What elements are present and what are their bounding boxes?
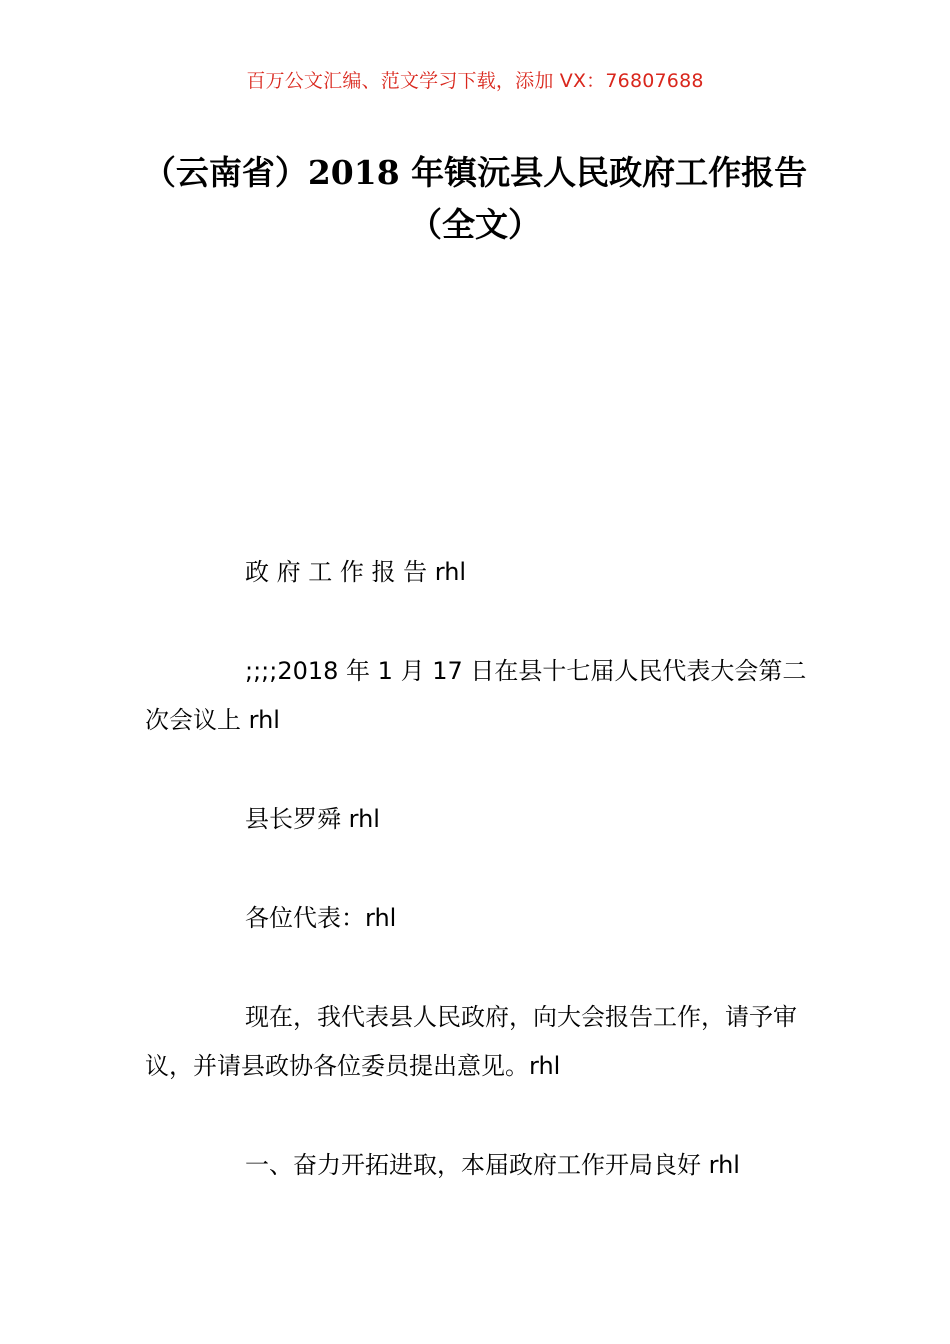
document-body bbox=[145, 548, 807, 1240]
salutation-paragraph: 各位代表：rhl bbox=[245, 904, 397, 932]
section-one-heading: 一、奋力开拓进取，本届政府工作开局良好 rhl bbox=[245, 1151, 740, 1179]
report-heading-paragraph: 政 府 工 作 报 告 rhl bbox=[245, 558, 467, 586]
intro-paragraph: 现在，我代表县人民政府，向大会报告工作，请予审议，并请县政协各位委员提出意见。rhl bbox=[145, 1003, 797, 1080]
header-banner: 百万公文汇编、范文学习下载，添加 VX：76807688 bbox=[246, 70, 704, 92]
speaker-paragraph: 县长罗舜 rhl bbox=[245, 805, 380, 833]
meeting-date-paragraph: ;;;;2018 年 1 月 17 日在县十七届人民代表大会第二次会议上 rhl bbox=[145, 657, 807, 734]
document-title: （云南省）2018 年镇沅县人民政府工作报告（全文） bbox=[142, 153, 808, 244]
